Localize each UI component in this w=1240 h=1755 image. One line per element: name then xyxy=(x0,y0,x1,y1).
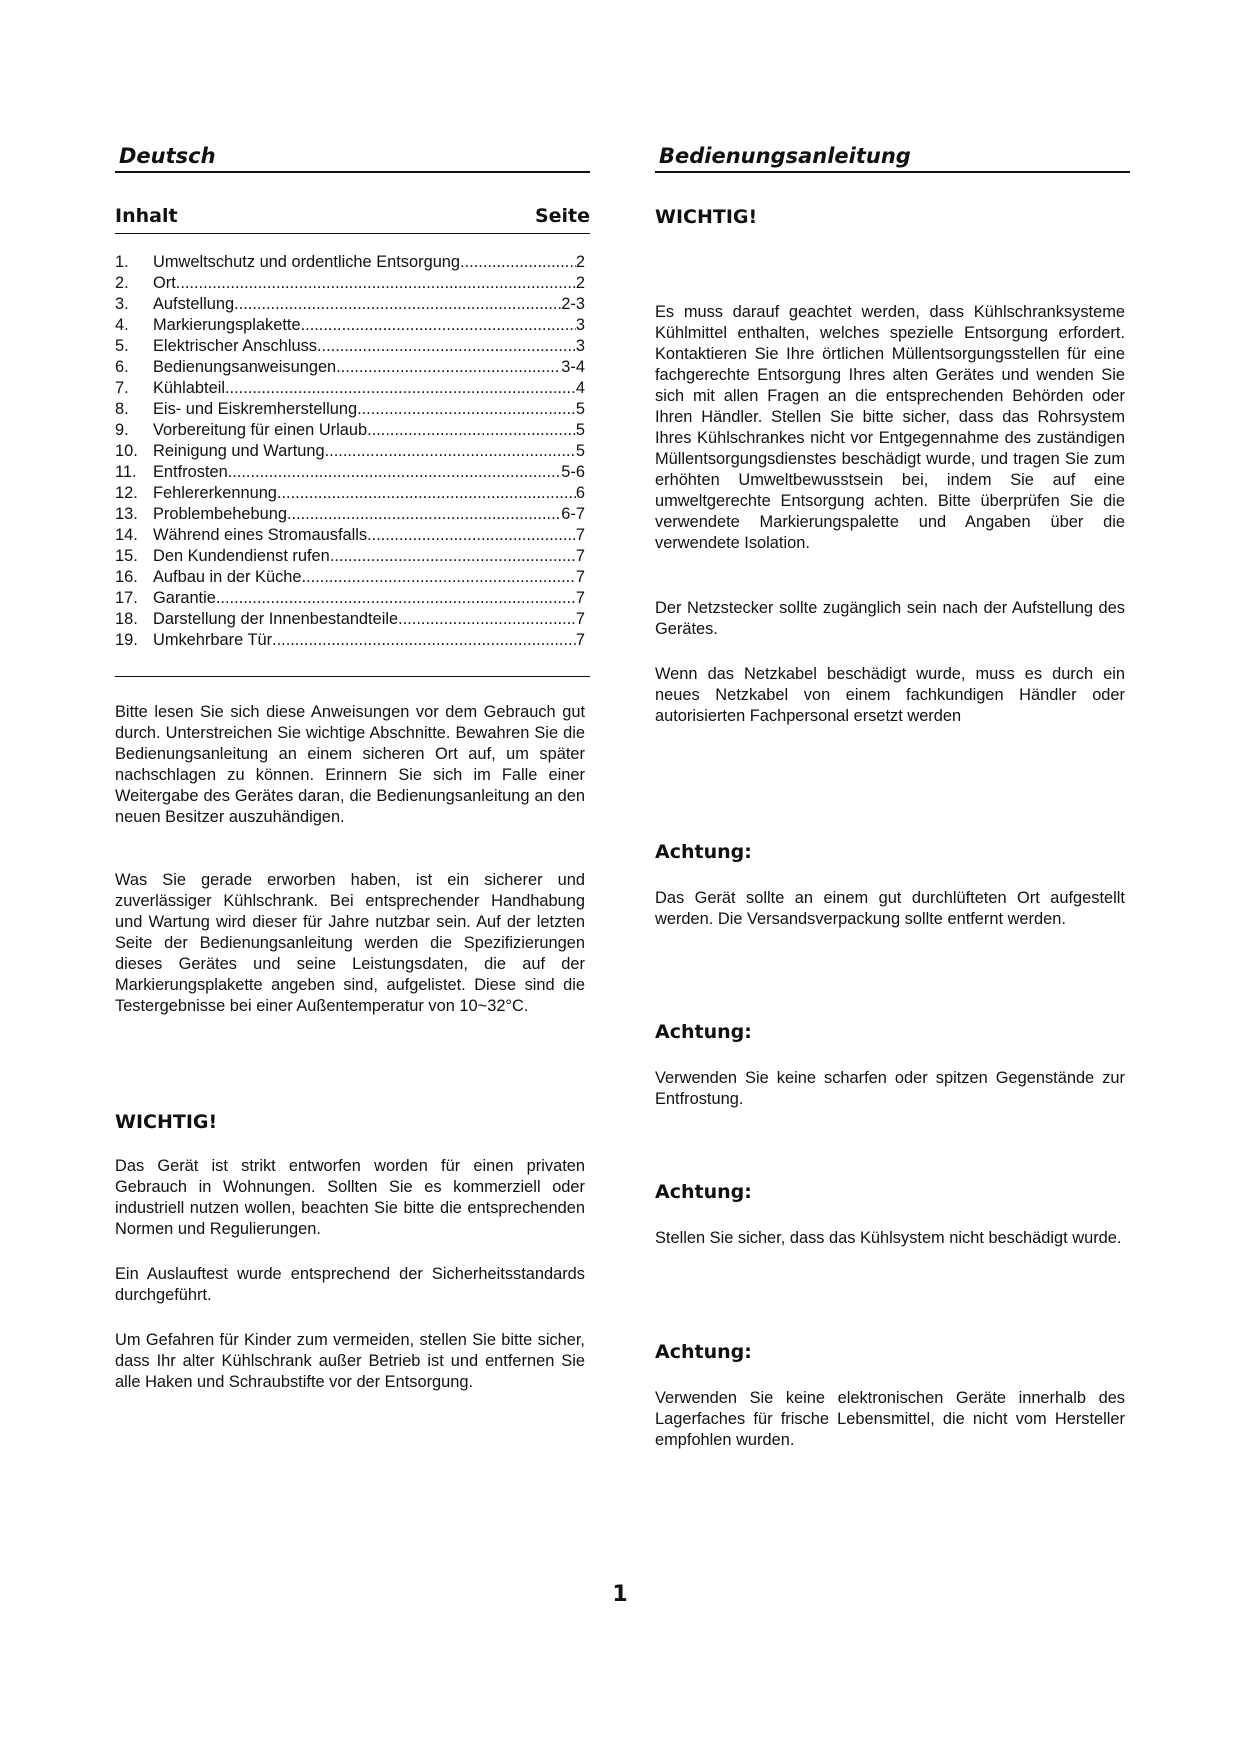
toc-item-title: Garantie xyxy=(153,589,216,607)
toc-item-page: 7 xyxy=(575,589,585,607)
toc-item-number: 15. xyxy=(115,547,138,565)
warning-heading-1: Achtung: xyxy=(655,841,752,863)
toc-item xyxy=(115,630,585,651)
toc-item-page: 4 xyxy=(575,379,585,397)
toc-item-leader xyxy=(216,588,576,609)
toc-item-page: 7 xyxy=(575,610,585,628)
toc-item-number: 14. xyxy=(115,526,138,544)
toc-item-page: 2 xyxy=(575,253,585,271)
toc-item-title: Ort xyxy=(153,274,176,292)
toc-item-page: 2-3 xyxy=(561,295,585,313)
toc-item-title: Umkehrbare Tür xyxy=(153,631,273,649)
toc-item-title: Reinigung und Wartung xyxy=(153,442,325,460)
toc-item-number: 9. xyxy=(115,421,129,439)
toc-item-number: 8. xyxy=(115,400,129,418)
toc-item xyxy=(115,546,585,567)
toc-item xyxy=(115,609,585,630)
toc-item-page: 2 xyxy=(575,274,585,292)
warning-heading-4: Achtung: xyxy=(655,1341,752,1363)
manual-header: Bedienungsanleitung xyxy=(655,143,1130,173)
toc-item-page: 5 xyxy=(575,442,585,460)
toc-item xyxy=(115,399,585,420)
toc-item-title: Aufbau in der Küche xyxy=(153,568,302,586)
important-paragraph-2: Ein Auslauftest wurde entsprechend der Sicherheitsstandards durchgeführt. xyxy=(115,1265,585,1304)
toc-item-number: 16. xyxy=(115,568,138,586)
warning-text-2: Verwenden Sie keine scharfen oder spitzen Gegenstände zur Entfrostung. xyxy=(655,1069,1125,1108)
toc-item-number: 18. xyxy=(115,610,138,628)
toc-item-title: Fehlererkennung xyxy=(153,484,277,502)
warning-heading-3: Achtung: xyxy=(655,1181,752,1203)
cable-paragraph: Wenn das Netzkabel beschädigt wurde, muss es durch ein neues Netzkabel von einem fachkundigen Händler oder autorisierten Fachpersonal ersetzt werden xyxy=(655,665,1125,725)
toc-item-number: 19. xyxy=(115,631,138,649)
toc-item-title: Umweltschutz und ordentliche Entsorgung xyxy=(153,253,461,271)
toc-item xyxy=(115,567,585,588)
toc-item-leader xyxy=(272,630,576,651)
toc-item-title: Bedienungsanweisungen xyxy=(153,358,337,376)
toc-item xyxy=(115,378,585,399)
toc-item-leader xyxy=(336,357,561,378)
disposal-paragraph: Es muss darauf geachtet werden, dass Kühlschranksysteme Kühlmittel enthalten, welches spezielle Entsorgung erfordert. Kontaktieren Sie Ihre örtlichen Müllentsorgungsstellen für eine fachgerechte Entsorgung Ihres alten Gerätes und wenden Sie sich mit allen Fragen an die entsprechenden Behörden oder Ihren Händler. Stellen Sie bitte sicher, dass das Rohrsystem Ihres Kühlschrankes nicht vor Entgegennahme des zuständigen Müllentsorgungsdienstes beschädigt wurde, und tragen Sie zum erhöhten Umweltbewusstsein bei, indem Sie auf eine umweltgerechte Entsorgung achten. Bitte überprüfen Sie die verwendete Markierungspalette und Angaben über die verwendete Isolation. xyxy=(655,303,1125,552)
warning-text-1: Das Gerät sollte an einem gut durchlüfteten Ort aufgestellt werden. Die Versandsverpackung sollte entfernt werden. xyxy=(655,889,1125,928)
toc-item-title: Aufstellung xyxy=(153,295,235,313)
toc-item-title: Kühlabteil xyxy=(153,379,225,397)
toc-item-number: 2. xyxy=(115,274,129,292)
toc-item-leader xyxy=(277,483,576,504)
toc-item xyxy=(115,336,585,357)
toc-item-number: 17. xyxy=(115,589,138,607)
toc-item-leader xyxy=(176,273,576,294)
toc-list xyxy=(115,252,585,651)
toc-item xyxy=(115,273,585,294)
toc-item-page: 3 xyxy=(575,316,585,334)
toc-item-leader xyxy=(301,315,576,336)
toc-item-number: 3. xyxy=(115,295,129,313)
intro-paragraph-2: Was Sie gerade erworben haben, ist ein sicherer und zuverlässiger Kühlschrank. Bei entsprechender Handhabung und Wartung wird dieser für Jahre nutzbar sein. Auf der letzten Seite der Bedienungsanleitung werden die Spezifizierungen dieses Gerätes und seine Leistungsdaten, die auf der Markierungsplakette angeben sind, aufgelistet. Diese sind die Testergebnisse bei einer Außentemperatur von 10~32°C. xyxy=(115,871,585,1015)
toc-item-page: 5 xyxy=(575,421,585,439)
toc-item-page: 3 xyxy=(575,337,585,355)
toc-item-page: 5-6 xyxy=(561,463,585,481)
toc-item-number: 4. xyxy=(115,316,129,334)
toc-item xyxy=(115,441,585,462)
warning-text-3: Stellen Sie sicher, dass das Kühlsystem nicht beschädigt wurde. xyxy=(655,1229,1122,1247)
toc-item xyxy=(115,294,585,315)
toc-item-title: Den Kundendienst rufen xyxy=(153,547,330,565)
toc-item-title: Markierungsplakette xyxy=(153,316,301,334)
plug-paragraph: Der Netzstecker sollte zugänglich sein nach der Aufstellung des Gerätes. xyxy=(655,599,1125,638)
toc-item xyxy=(115,315,585,336)
toc-item-number: 5. xyxy=(115,337,129,355)
toc-item-title: Vorbereitung für einen Urlaub xyxy=(153,421,368,439)
toc-item-page: 7 xyxy=(575,631,585,649)
toc-item-page: 7 xyxy=(575,526,585,544)
page-number: 1 xyxy=(612,1582,628,1607)
toc-item-leader xyxy=(330,546,576,567)
important-heading-right: WICHTIG! xyxy=(655,206,758,228)
toc-item-number: 12. xyxy=(115,484,138,502)
toc-item-number: 13. xyxy=(115,505,138,523)
toc-item-leader xyxy=(287,504,561,525)
toc-item xyxy=(115,525,585,546)
toc-item-title: Problembehebung xyxy=(153,505,287,523)
toc-item-leader xyxy=(325,441,576,462)
toc-item-leader xyxy=(302,567,576,588)
toc-item xyxy=(115,483,585,504)
toc-page-label: Seite xyxy=(534,205,590,227)
intro-paragraph-1: Bitte lesen Sie sich diese Anweisungen vor dem Gebrauch gut durch. Unterstreichen Sie wichtige Abschnitte. Bewahren Sie die Bedienungsanleitung an einem sicheren Ort auf, um später nachschlagen zu können. Erinnern Sie sich im Falle einer Weitergabe des Gerätes daran, die Bedienungsanleitung an den neuen Besitzer auszuhändigen. xyxy=(115,703,585,826)
important-paragraph-3: Um Gefahren für Kinder zum vermeiden, stellen Sie bitte sicher, dass Ihr alter Kühlschrank außer Betrieb ist und entfernen Sie alle Haken und Schraubstifte vor der Entsorgung. xyxy=(115,1331,585,1391)
toc-item-leader xyxy=(367,420,576,441)
toc-header xyxy=(115,203,590,234)
toc-item-leader xyxy=(317,336,576,357)
toc-item xyxy=(115,462,585,483)
toc-item-page: 6-7 xyxy=(561,505,585,523)
language-header: Deutsch xyxy=(115,143,590,173)
toc-item-title: Während eines Stromausfalls xyxy=(153,526,368,544)
toc-item-leader xyxy=(460,252,576,273)
toc-item-page: 3-4 xyxy=(561,358,585,376)
toc-item-title: Darstellung der Innenbestandteile xyxy=(153,610,399,628)
toc-item-page: 5 xyxy=(575,400,585,418)
toc-title: Inhalt xyxy=(115,205,178,227)
toc-divider xyxy=(115,676,590,677)
toc-item-number: 10. xyxy=(115,442,138,460)
toc-item xyxy=(115,252,585,273)
toc-item xyxy=(115,420,585,441)
toc-item-title: Eis- und Eiskremherstellung xyxy=(153,400,358,418)
warning-heading-2: Achtung: xyxy=(655,1021,752,1043)
toc-item xyxy=(115,357,585,378)
toc-item-number: 7. xyxy=(115,379,129,397)
toc-item-leader xyxy=(228,462,562,483)
toc-item-page: 7 xyxy=(575,568,585,586)
toc-item xyxy=(115,504,585,525)
important-paragraph-1: Das Gerät ist strikt entworfen worden für einen privaten Gebrauch in Wohnungen. Sollten Sie es kommerziell oder industriell nutzen wollen, beachten Sie bitte die entsprechenden Normen und Regulierungen. xyxy=(115,1157,585,1238)
toc-item-number: 6. xyxy=(115,358,129,376)
toc-item xyxy=(115,588,585,609)
toc-item-title: Entfrosten xyxy=(153,463,228,481)
toc-item-leader xyxy=(367,525,576,546)
toc-item-number: 11. xyxy=(115,463,137,481)
toc-item-leader xyxy=(234,294,561,315)
toc-item-page: 6 xyxy=(575,484,585,502)
toc-item-number: 1. xyxy=(115,253,129,271)
important-heading-left: WICHTIG! xyxy=(115,1111,218,1133)
toc-item-leader xyxy=(398,609,576,630)
toc-item-title: Elektrischer Anschluss xyxy=(153,337,317,355)
warning-text-4: Verwenden Sie keine elektronischen Geräte innerhalb des Lagerfaches für frische Lebensmittel, die nicht vom Hersteller empfohlen wurden. xyxy=(655,1389,1125,1449)
toc-item-leader xyxy=(225,378,576,399)
toc-item-page: 7 xyxy=(575,547,585,565)
toc-item-leader xyxy=(357,399,576,420)
